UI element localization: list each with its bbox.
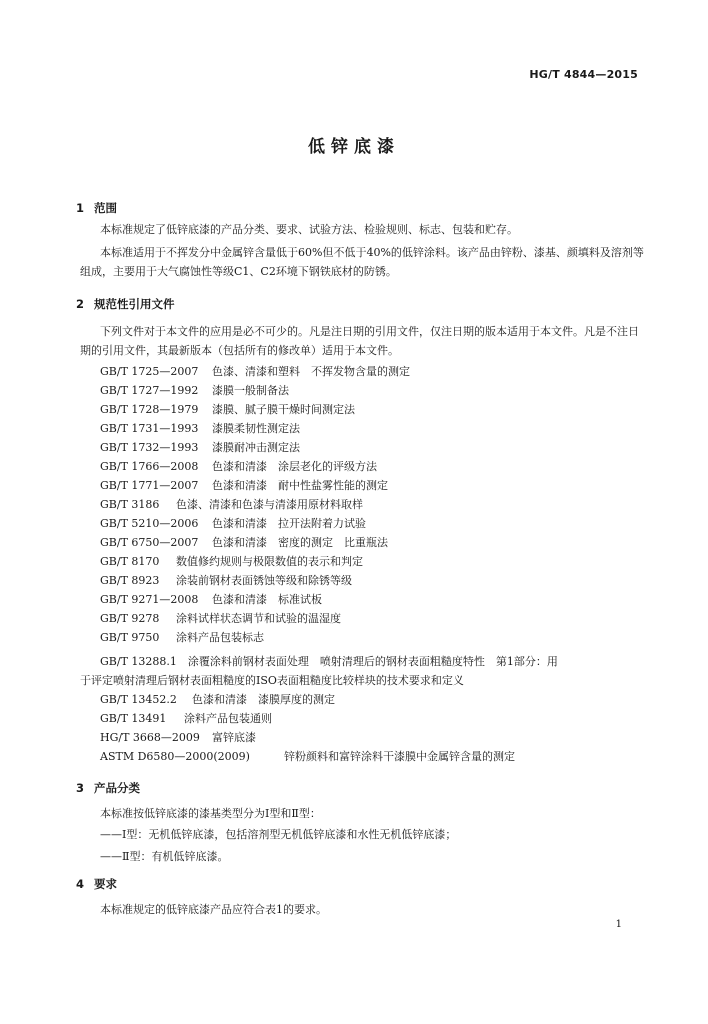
reference-item: HG/T 3668—2009 富锌底漆 xyxy=(100,731,256,744)
section-1-paragraph-1: 本标准规定了低锌底漆的产品分类、要求、试验方法、检验规则、标志、包装和贮存。 xyxy=(100,223,518,236)
reference-item: GB/T 1731—1993 漆膜柔韧性测定法 xyxy=(100,422,300,435)
reference-item: GB/T 1725—2007 色漆、清漆和塑料 不挥发物含量的测定 xyxy=(100,365,410,378)
reference-item: GB/T 9271—2008 色漆和清漆 标准试板 xyxy=(100,593,322,606)
reference-item: GB/T 9278 涂料试样状态调节和试验的温湿度 xyxy=(100,612,341,625)
section-3-heading xyxy=(76,780,140,796)
section-4-title: 要求 xyxy=(94,877,117,891)
section-2-title: 规范性引用文件 xyxy=(94,297,175,311)
section-3-title: 产品分类 xyxy=(94,781,140,795)
reference-long-line-1: GB/T 13288.1 涂覆涂料前钢材表面处理 喷射清理后的钢材表面粗糙度特性 第1部分：用 xyxy=(100,655,558,668)
reference-item: GB/T 5210—2006 色漆和清漆 拉开法附着力试验 xyxy=(100,517,366,530)
section-3-item-1: ——Ⅰ型：无机低锌底漆，包括溶剂型无机低锌底漆和水性无机低锌底漆； xyxy=(100,828,457,841)
reference-item: GB/T 1728—1979 漆膜、腻子膜干燥时间测定法 xyxy=(100,403,355,416)
section-2-number: 2 xyxy=(76,297,85,311)
reference-item: GB/T 13452.2 色漆和清漆 漆膜厚度的测定 xyxy=(100,693,335,706)
reference-item: GB/T 6750—2007 色漆和清漆 密度的测定 比重瓶法 xyxy=(100,536,388,549)
reference-item: GB/T 13491 涂料产品包装通则 xyxy=(100,712,272,725)
reference-item: GB/T 9750 涂料产品包装标志 xyxy=(100,631,264,644)
reference-item: GB/T 8923 涂装前钢材表面锈蚀等级和除锈等级 xyxy=(100,574,352,587)
section-1-paragraph-2: 本标准适用于不挥发分中金属锌含量低于60%但不低于40%的低锌涂料。该产品由锌粉、漆基、颜填料及溶剂等组成，主要用于大气腐蚀性等级C1、C2环境下钢铁底材的防锈。 xyxy=(80,246,644,278)
reference-item: GB/T 1727—1992 漆膜一般制备法 xyxy=(100,384,289,397)
reference-item: GB/T 1732—1993 漆膜耐冲击测定法 xyxy=(100,441,300,454)
section-3-item-2: ——Ⅱ型：有机低锌底漆。 xyxy=(100,850,229,863)
section-3-number: 3 xyxy=(76,781,85,795)
section-1-heading xyxy=(76,200,117,216)
reference-long-line-2: 于评定喷射清理后钢材表面粗糙度的ISO表面粗糙度比较样块的技术要求和定义 xyxy=(80,674,464,687)
section-4-heading xyxy=(76,876,117,892)
standard-code: HG/T 4844—2015 xyxy=(529,68,638,81)
section-1-number: 1 xyxy=(76,201,85,215)
reference-item: GB/T 8170 数值修约规则与极限数值的表示和判定 xyxy=(100,555,363,568)
section-3-intro: 本标准按低锌底漆的漆基类型分为Ⅰ型和Ⅱ型： xyxy=(100,807,321,820)
section-2-intro: 下列文件对于本文件的应用是必不可少的。凡是注日期的引用文件，仅注日期的版本适用于本文件。凡是不注日期的引用文件，其最新版本（包括所有的修改单）适用于本文件。 xyxy=(80,325,639,357)
section-4-intro: 本标准规定的低锌底漆产品应符合表1的要求。 xyxy=(100,903,327,916)
reference-item: GB/T 1766—2008 色漆和清漆 涂层老化的评级方法 xyxy=(100,460,377,473)
section-4-number: 4 xyxy=(76,877,85,891)
reference-item: ASTM D6580—2000(2009) 锌粉颜料和富锌涂料干漆膜中金属锌含量的测定 xyxy=(100,750,515,763)
section-2-heading xyxy=(76,296,175,312)
reference-item: GB/T 1771—2007 色漆和清漆 耐中性盐雾性能的测定 xyxy=(100,479,388,492)
section-1-title: 范围 xyxy=(94,201,117,215)
reference-item: GB/T 3186 色漆、清漆和色漆与清漆用原材料取样 xyxy=(100,498,363,511)
document-title: 低锌底漆 xyxy=(308,137,400,157)
page-number: 1 xyxy=(615,919,622,930)
